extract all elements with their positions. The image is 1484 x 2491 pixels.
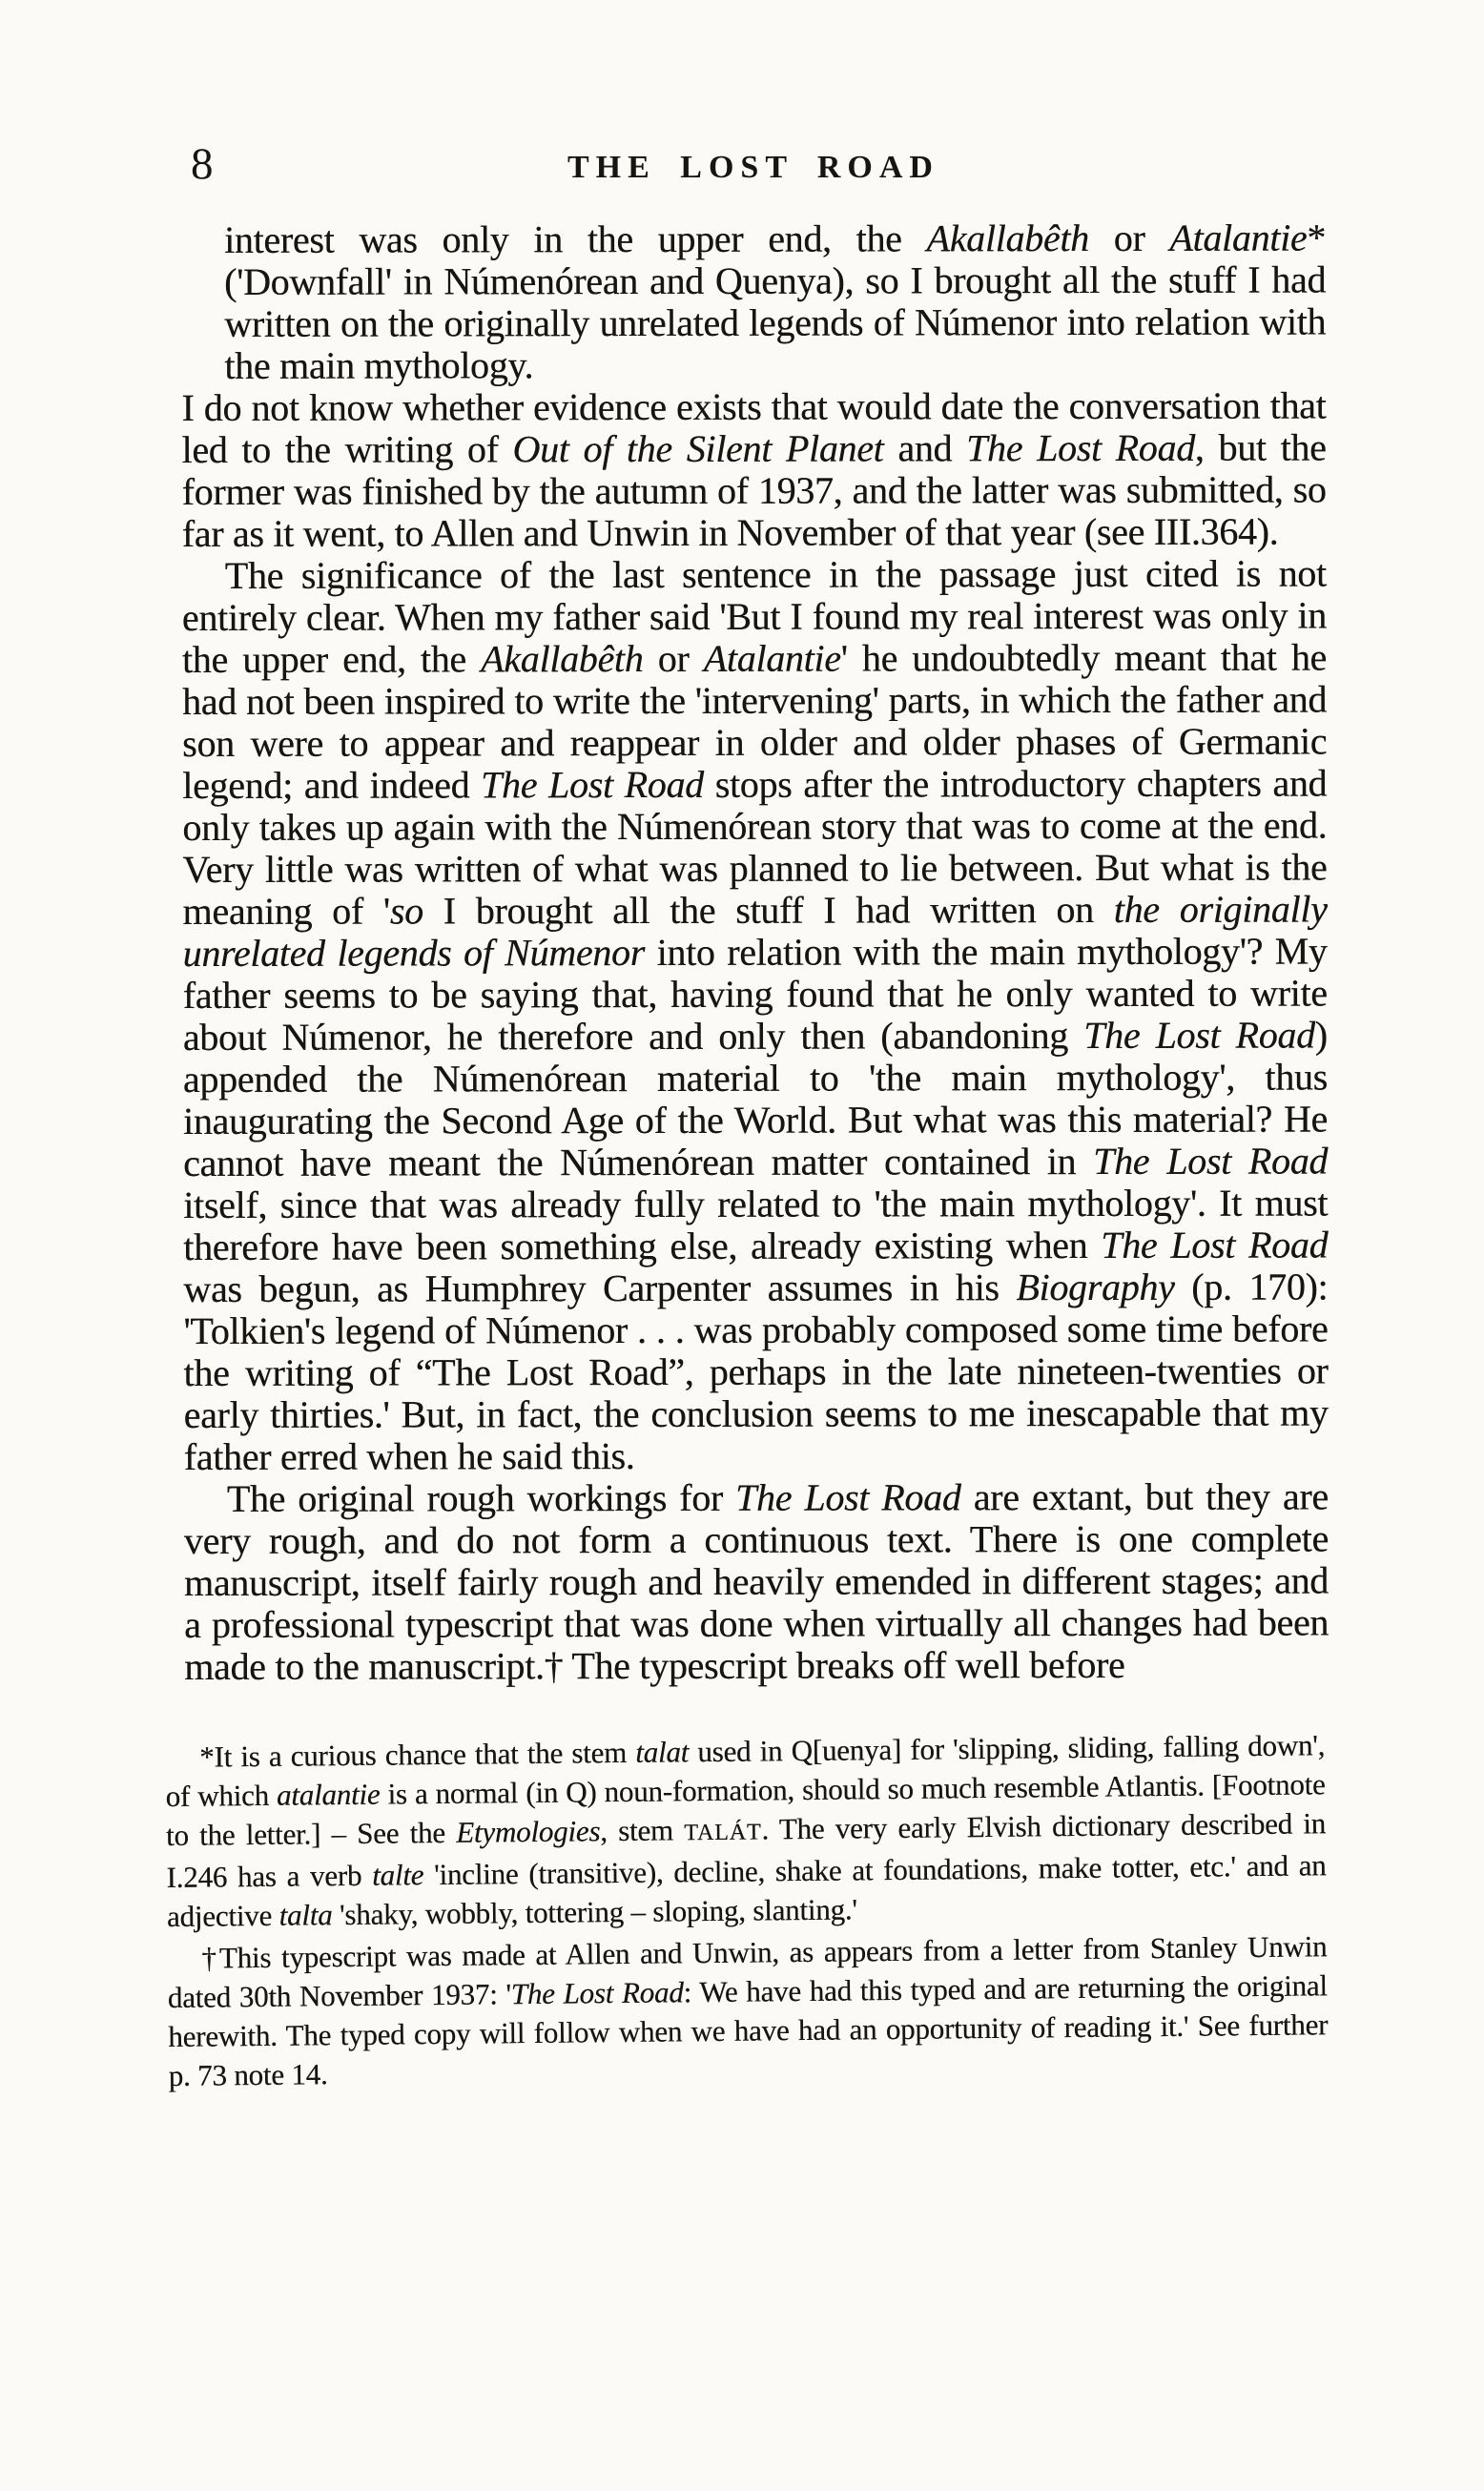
body-paragraph-dating: I do not know whether evidence exists that would date the conversation that led to the writing of Out of the Silent Planet and The Lost Road, but the former was finished by the autumn of 1937, and the latter was submitted, so far as it went, to Allen and Unwin in November of that year (see III.364). xyxy=(181,383,1327,555)
footnote-dagger: †This typescript was made at Allen and Unwin, as appears from a letter from Stanley Unwin dated 30th November 1937: 'The Lost Road: We have had this typed and are returning the original herewith. The typed copy will follow when we have had an opportunity of reading it.' See further p. 73 note 14. xyxy=(167,1929,1329,2092)
scanned-book-page xyxy=(0,139,1484,2491)
main-text-block xyxy=(181,216,1329,1688)
footnote-asterisk: *It is a curious chance that the stem talat used in Q[uenya] for 'slipping, sliding, falling down', of which atalantie is a normal (in Q) noun-formation, should so much resemble Atlantis. [Footnote to the letter.] – See the Etymologies, stem TALÁT. The very early Elvish dictionary described in I.246 has a verb talte 'incline (transitive), decline, shake at foundations, make totter, etc.' and an adjective talta 'shaky, wobbly, tottering – sloping, slanting.' xyxy=(165,1728,1327,1933)
running-title: THE LOST ROAD xyxy=(567,150,939,185)
body-paragraph-rough-workings: The original rough workings for The Lost Road are extant, but they are very rough, and do not form a continuous text. There is one complete manuscript, itself fairly rough and heavily emended in different stages; and a professional typescript that was done when virtually all changes had been made to the manuscript.† The typescript breaks off well before xyxy=(183,1474,1329,1688)
body-paragraph-significance: The significance of the last sentence in the passage just cited is not entirely clear. When my father said 'But I found my real interest was only in the upper end, the Akallabêth or Atalantie' he undoubtedly meant that he had not been inspired to write the 'intervening' parts, in which the father and son were to appear and reappear in older and older phases of Germanic legend; and indeed The Lost Road stops after the introductory chapters and only takes up again with the Númenórean story that was to come at the end. Very little was written of what was planned to lie between. But what is the meaning of 'so I brought all the stuff I had written on the originally unrelated legends of Númenor into relation with the main mythology'? My father seems to be saying that, having found that he only wanted to write about Númenor, he therefore and only then (abandoning The Lost Road) appended the Númenórean material to 'the main mythology', thus inaugurating the Second Age of the World. But what was this material? He cannot have meant the Númenórean matter contained in The Lost Road itself, since that was already fully related to 'the main mythology'. It must therefore have been something else, already existing when The Lost Road was begun, as Humphrey Carpenter assumes in his Biography (p. 170): 'Tolkien's legend of Númenor . . . was probably composed some time before the writing of “The Lost Road”, perhaps in the late nineteen-twenties or early thirties.' But, in fact, the conclusion seems to me inescapable that my father erred when he said this. xyxy=(181,551,1329,1478)
page-number: 8 xyxy=(191,139,214,189)
running-head xyxy=(181,139,1326,195)
letter-quote-paragraph: interest was only in the upper end, the Akallabêth or Atalantie* ('Downfall' in Númenórean and Quenya), so I brought all the stuff I had written on the originally unrelated legends of Númenor into relation with the main mythology. xyxy=(223,216,1327,387)
footnotes-block xyxy=(165,1725,1329,2095)
